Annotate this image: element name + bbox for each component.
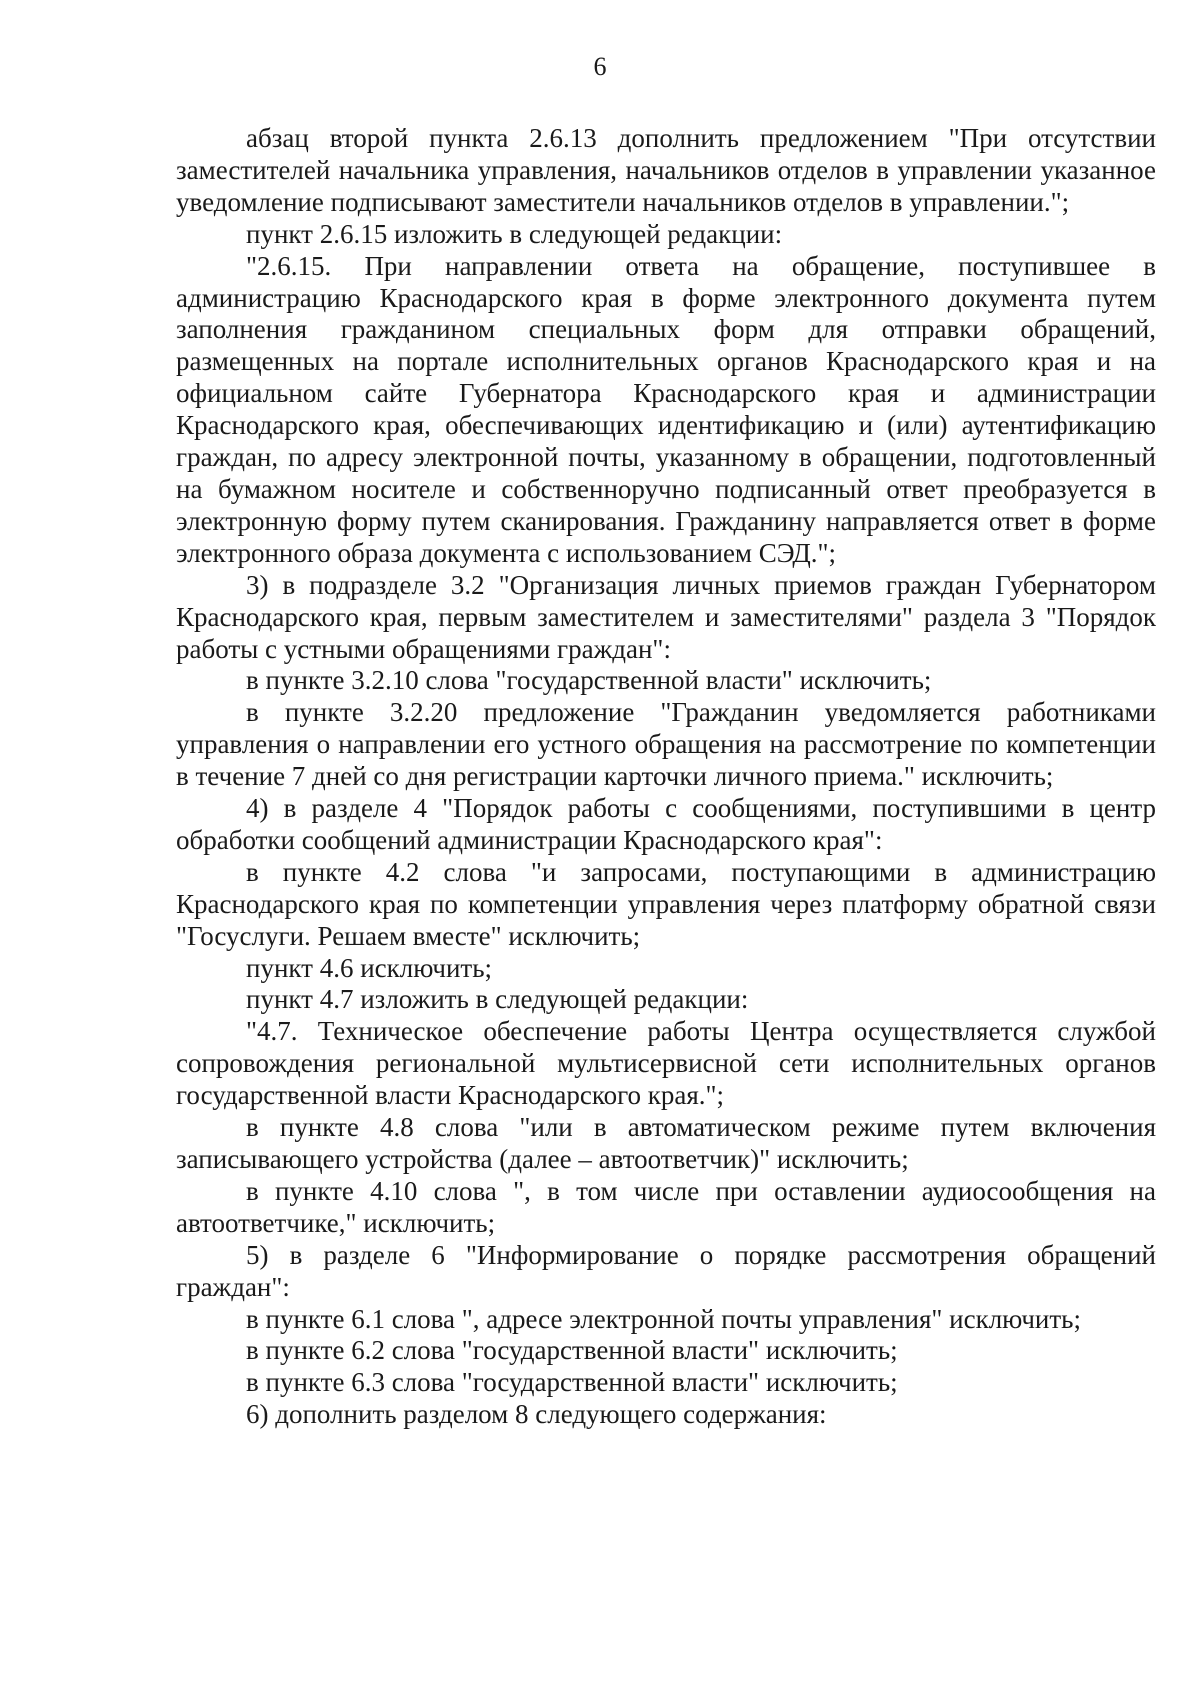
paragraph: пункт 2.6.15 изложить в следующей редакции: bbox=[246, 218, 783, 249]
paragraph: в пункте 3.2.20 предложение "Гражданин уведомляется работниками управления о направлении его устного обращения на рассмотрение по компетенции в течение 7 дней со дня регистрации карточки личного приема." исключить; bbox=[176, 697, 1156, 792]
paragraph: в пункте 6.2 слова "государственной власти" исключить; bbox=[246, 1335, 898, 1366]
paragraph: "4.7. Техническое обеспечение работы Центра осуществляется службой сопровождения региональной мультисервисной сети исполнительных органов государственной власти Краснодарского края."; bbox=[176, 1016, 1156, 1111]
paragraph: пункт 4.6 исключить; bbox=[246, 952, 493, 983]
paragraph: "2.6.15. При направлении ответа на обращение, поступившее в администрацию Краснодарского края в форме электронного документа путем заполнения гражданином специальных форм для отправки обращений, размещенных на портале исполнительных органов Краснодарского края и на официальном сайте Губернатора Краснодарского края и администрации Краснодарского края, обеспечивающих идентификацию и (или) аутентификацию граждан, по адресу электронной почты, указанному в обращении, подготовленный на бумажном носителе и собственноручно подписанный ответ преобразуется в электронную форму путем сканирования. Гражданину направляется ответ в форме электронного образа документа с использованием СЭД."; bbox=[176, 250, 1156, 568]
paragraph: 3) в подразделе 3.2 "Организация личных приемов граждан Губернатором Краснодарского края, первым заместителем и заместителями" раздела 3 "Порядок работы с устными обращениями граждан": bbox=[176, 569, 1156, 664]
paragraph: 6) дополнить разделом 8 следующего содержания: bbox=[246, 1399, 827, 1430]
paragraph: 5) в разделе 6 "Информирование о порядке рассмотрения обращений граждан": bbox=[176, 1239, 1156, 1302]
paragraph: в пункте 4.10 слова ", в том числе при оставлении аудиосообщения на автоответчике," исключить; bbox=[176, 1175, 1156, 1238]
paragraph: в пункте 3.2.10 слова "государственной власти" исключить; bbox=[246, 665, 932, 696]
paragraph: 4) в разделе 4 "Порядок работы с сообщениями, поступившими в центр обработки сообщений администрации Краснодарского края": bbox=[176, 793, 1156, 855]
document-body bbox=[176, 123, 1156, 1431]
paragraph: в пункте 4.8 слова "или в автоматическом режиме путем включения записывающего устройства (далее – автоответчик)" исключить; bbox=[176, 1112, 1156, 1174]
paragraph: в пункте 6.3 слова "государственной власти" исключить; bbox=[246, 1367, 898, 1398]
paragraph: пункт 4.7 изложить в следующей редакции: bbox=[246, 984, 749, 1015]
page-number: 6 bbox=[593, 52, 607, 81]
paragraph: в пункте 4.2 слова "и запросами, поступающими в администрацию Краснодарского края по компетенции управления через платформу обратной связи "Госуслуги. Решаем вместе" исключить; bbox=[176, 856, 1156, 951]
paragraph: абзац второй пункта 2.6.13 дополнить предложением "При отсутствии заместителей начальника управления, начальников отделов в управлении указанное уведомление подписывают заместители начальников отделов в управлении."; bbox=[176, 123, 1156, 217]
paragraph: в пункте 6.1 слова ", адресе электронной почты управления" исключить; bbox=[246, 1303, 1081, 1334]
